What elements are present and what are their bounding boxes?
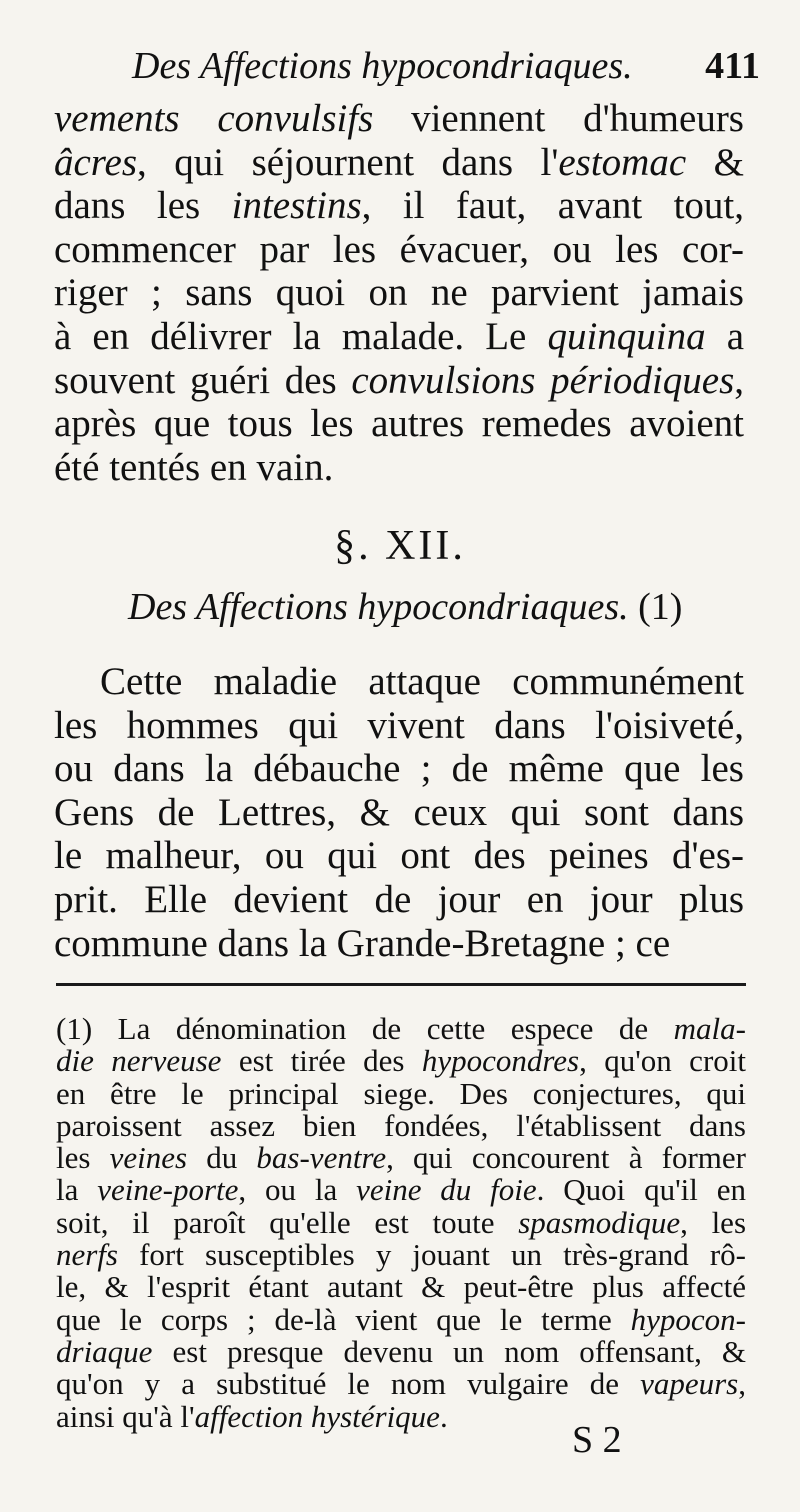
text-run: &	[686, 140, 744, 184]
text-run: paroissent assez bien fondées, l'établissent dans	[56, 1107, 746, 1143]
text-run: le, & l'esprit étant autant & peut-être plus affecté	[56, 1269, 746, 1305]
text-line	[56, 1075, 746, 1111]
paragraph-section-xii	[54, 660, 744, 965]
text-line	[54, 660, 744, 704]
section-subheading	[128, 585, 748, 629]
text-run: viennent d'humeurs	[373, 97, 744, 140]
text-run: la	[56, 1172, 98, 1208]
text-line	[56, 1333, 746, 1369]
footnote	[56, 1013, 746, 1433]
text-line	[54, 315, 744, 359]
text-run: dans les	[54, 184, 232, 228]
text-line	[54, 878, 744, 922]
text-line	[54, 271, 744, 315]
text-run: .	[439, 1398, 448, 1434]
text-run: , ou la	[238, 1172, 357, 1208]
text-line	[56, 1107, 746, 1143]
italic-run: estomac	[558, 140, 687, 184]
text-run: ,	[734, 358, 744, 402]
text-line	[56, 1045, 746, 1077]
text-line	[54, 97, 744, 141]
text-line	[54, 446, 744, 490]
text-run: , qui séjournent dans l'	[137, 140, 559, 184]
text-line	[56, 1142, 746, 1174]
italic-run: vements convulsifs	[54, 97, 374, 140]
text-run: ou dans la débauche ; de même que les	[54, 747, 744, 791]
text-line	[54, 747, 744, 791]
text-line	[56, 1271, 746, 1303]
text-line	[54, 141, 744, 185]
text-line	[56, 1398, 746, 1434]
text-run: est presque devenu un nom offensant, &	[152, 1333, 746, 1369]
text-run: en être le principal siege. Des conjectures, qui	[56, 1075, 746, 1111]
italic-run: driaque	[56, 1333, 153, 1369]
running-header	[60, 44, 760, 88]
text-run: prit. Elle devient de jour en jour plus	[54, 877, 744, 921]
text-run: . Quoi qu'il en	[536, 1172, 747, 1208]
italic-run: veine-porte	[97, 1172, 239, 1208]
text-line	[54, 791, 744, 835]
text-run: Gens de Lettres, & ceux qui sont dans	[54, 790, 744, 834]
running-title: Des Affections hypocondriaques.	[132, 45, 633, 87]
italic-run: nerfs	[56, 1237, 118, 1273]
footnote-divider	[56, 983, 746, 986]
italic-run: âcres	[54, 140, 138, 184]
text-run: riger ; sans quoi on ne parvient jamais	[54, 271, 744, 315]
text-line	[56, 1301, 746, 1337]
text-line	[54, 402, 744, 446]
italic-run: mala-	[673, 1011, 746, 1046]
italic-run: veine du foie	[356, 1172, 537, 1208]
text-run: fort susceptibles y jouant un très-grand rô-	[118, 1237, 746, 1273]
text-line	[56, 1174, 746, 1206]
italic-run: bas-ventre	[256, 1140, 387, 1176]
italic-run: hypocondres	[421, 1043, 580, 1079]
text-run: a	[705, 314, 745, 358]
signature-mark: S 2	[572, 1419, 622, 1461]
text-line	[54, 704, 744, 748]
text-run: que le corps ; de-là vient que le terme	[56, 1301, 631, 1337]
text-line	[56, 1013, 746, 1045]
text-run: (1) La dénomination de cette espece de	[56, 1011, 674, 1046]
text-line	[54, 359, 744, 403]
text-run: le malheur, ou qui ont des peines d'es-	[54, 834, 744, 878]
text-run: , les	[680, 1204, 747, 1240]
text-run: qu'on y a substitué le nom vulgaire de	[56, 1366, 641, 1402]
text-run: les	[56, 1140, 110, 1176]
text-run: , qui concourent à former	[386, 1140, 746, 1176]
text-line	[54, 922, 744, 966]
text-run: à en délivrer la malade. Le	[54, 314, 548, 358]
italic-run: intestins	[231, 184, 362, 228]
text-line	[56, 1368, 746, 1400]
italic-run: convulsions périodiques	[351, 358, 735, 402]
italic-run: affection hystérique	[194, 1398, 440, 1434]
paragraph-continuation	[54, 97, 744, 489]
text-run: est tirée des	[221, 1043, 422, 1079]
italic-run: vapeurs	[640, 1366, 739, 1402]
text-line	[54, 834, 744, 878]
text-run: commune dans la Grande-Bretagne ; ce	[54, 921, 671, 965]
text-line	[54, 228, 744, 272]
subheading-title: Des Affections hypocondriaques.	[128, 586, 629, 628]
text-run: soit, il paroît qu'elle est toute	[56, 1204, 519, 1240]
text-run: commencer par les évacuer, ou les cor-	[54, 227, 744, 271]
page-number: 411	[705, 45, 760, 87]
italic-run: spasmodique	[518, 1204, 681, 1240]
footnote-reference: (1)	[638, 586, 683, 628]
text-run: , il faut, avant tout,	[361, 184, 744, 228]
italic-run: die nerveuse	[56, 1043, 222, 1079]
text-run: souvent guéri des	[54, 358, 352, 402]
section-heading: §. XII.	[334, 523, 466, 569]
text-run: ainsi qu'à l'	[56, 1398, 195, 1434]
text-run: , qu'on croit	[579, 1043, 746, 1079]
text-run: les hommes qui vivent dans l'oisiveté,	[54, 703, 744, 747]
text-run: Cette maladie attaque communément	[100, 660, 744, 703]
text-line	[56, 1204, 747, 1240]
text-run: du	[187, 1140, 257, 1176]
text-line	[54, 184, 744, 228]
italic-run: quinquina	[547, 314, 706, 358]
text-run: été tentés en vain.	[54, 445, 334, 489]
text-run: après que tous les autres remedes avoient	[54, 402, 744, 446]
text-line	[56, 1239, 746, 1271]
text-run: ,	[738, 1366, 746, 1402]
italic-run: hypocon-	[630, 1301, 746, 1337]
italic-run: veines	[109, 1140, 188, 1176]
